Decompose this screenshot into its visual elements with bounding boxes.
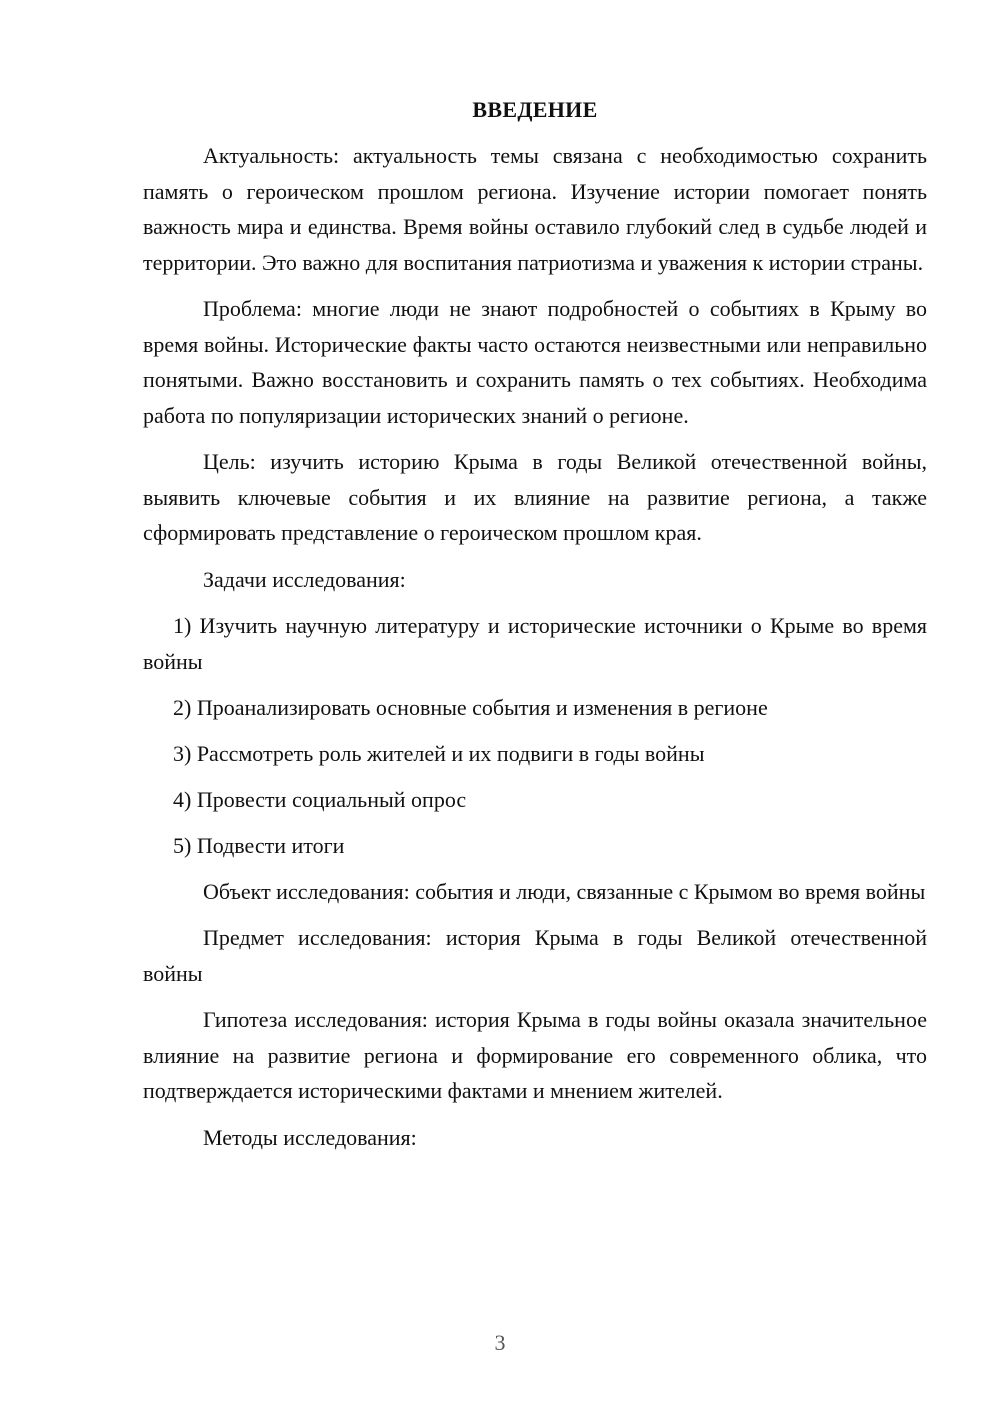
task-item-5: 5) Подвести итоги <box>173 832 345 858</box>
tasks-heading: Задачи исследования: <box>203 566 406 592</box>
methods-heading: Методы исследования: <box>203 1124 417 1150</box>
page-title: ВВЕДЕНИЕ <box>472 97 598 122</box>
paragraph-hypothesis: Гипотеза исследования: история Крыма в годы войны оказала значительное влияние на развитие региона и формирование его современного облика, что подтверждается историческими фактами и мнением жителей. <box>143 1007 927 1103</box>
page-content <box>143 92 927 1166</box>
paragraph-goal: Цель: изучить историю Крыма в годы Великой отечественной войны, выявить ключевые события и их влияние на развитие региона, а также сформировать представление о героическом прошлом края. <box>143 449 927 545</box>
task-item-4: 4) Провести социальный опрос <box>173 786 467 812</box>
paragraph-object: Объект исследования: события и люди, связанные с Крымом во время войны <box>203 878 926 904</box>
paragraph-subject: Предмет исследования: история Крыма в годы Великой отечественной войны <box>143 925 927 986</box>
task-item-3: 3) Рассмотреть роль жителей и их подвиги в годы войны <box>173 740 705 766</box>
paragraph-relevance: Актуальность: актуальность темы связана с необходимостью сохранить память о героическом прошлом региона. Изучение истории помогает понять важность мира и единства. Время войны оставило глубокий след в судьбе людей и территории. Это важно для воспитания патриотизма и уважения к истории страны. <box>143 143 927 275</box>
paragraph-problem: Проблема: многие люди не знают подробностей о событиях в Крыму во время войны. Исторические факты часто остаются неизвестными или неправильно понятыми. Важно восстановить и сохранить память о тех событиях. Необходима работа по популяризации исторических знаний о регионе. <box>143 296 927 428</box>
page-number: 3 <box>494 1330 506 1355</box>
task-item-2: 2) Проанализировать основные события и изменения в регионе <box>173 694 768 720</box>
task-item-1: 1) Изучить научную литературу и исторические источники о Крыме во время войны <box>143 613 927 674</box>
